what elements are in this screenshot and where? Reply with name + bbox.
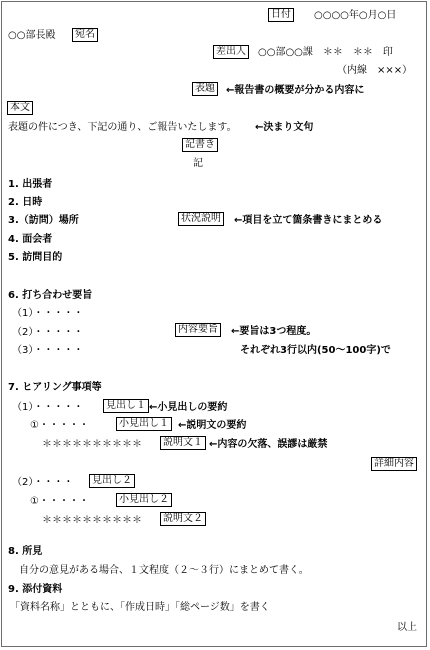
item-7-sub-2-1: ①・・・・・ <box>30 496 89 507</box>
situation-tag: 状況説明 <box>178 212 224 226</box>
body-text: 表題の件につき、下記の通り、ご報告いたします。 <box>8 122 237 133</box>
addressee: ○○部長殿 <box>8 30 56 41</box>
item-5: 5. 訪問目的 <box>8 252 63 263</box>
item-9: 9. 添付資料 <box>8 584 63 595</box>
body-tag: 本文 <box>7 101 33 115</box>
item-7-sub-1-1: ①・・・・・ <box>30 420 89 431</box>
item-7: 7. ヒアリング事項等 <box>8 382 102 393</box>
situation-note: ←項目を立て箇条書きにまとめる <box>234 215 383 226</box>
item-6-sub-3: （3）・・・・・ <box>12 345 84 356</box>
item-7-sub-2: （2）・・・・ <box>12 477 74 488</box>
date-value: ○○○○年○月○日 <box>314 10 397 21</box>
summary-note-1: ←要旨は3つ程度。 <box>231 326 317 337</box>
item-7-sub-1: （1）・・・・・ <box>12 402 84 413</box>
subheading-1-tag: 小見出し１ <box>116 417 172 431</box>
item-4: 4. 面会者 <box>8 234 53 245</box>
stars-1: ＊＊＊＊＊＊＊＊＊＊ <box>42 439 142 450</box>
subheading-2-tag: 小見出し２ <box>116 493 172 507</box>
sender-tag: 差出人 <box>213 45 249 59</box>
kigaki-tag: 記書き <box>182 138 218 152</box>
heading-note: ←小見出しの要約 <box>149 402 228 413</box>
heading-1-tag: 見出し１ <box>103 399 149 413</box>
closing: 以上 <box>397 622 417 633</box>
stars-2: ＊＊＊＊＊＊＊＊＊＊ <box>42 515 142 526</box>
item-3: 3.（訪問）場所 <box>8 215 79 226</box>
detail-tag: 詳細内容 <box>371 457 417 471</box>
explain-note: ←内容の欠落、誤謬は厳禁 <box>209 439 328 450</box>
item-8: 8. 所見 <box>8 546 43 557</box>
body-note: ←決まり文句 <box>255 122 314 133</box>
explain-1-tag: 説明文１ <box>160 436 206 450</box>
item-6: 6. 打ち合わせ要旨 <box>8 290 93 301</box>
explain-2-tag: 説明文２ <box>160 512 206 526</box>
summary-note-2: それぞれ3行以内(50～100字)で <box>240 345 391 356</box>
summary-tag: 内容要旨 <box>175 323 221 337</box>
item-6-sub-1: （1）・・・・・ <box>12 308 84 319</box>
heading-2-tag: 見出し２ <box>89 474 135 488</box>
subheading-note: ←説明文の要約 <box>178 420 247 431</box>
extension: （内線 ×××） <box>337 65 413 76</box>
item-9-text: 「資料名称」とともに、「作成日時」「総ページ数」を書く <box>10 602 270 613</box>
addressee-tag: 宛名 <box>72 28 98 42</box>
title-tag: 表題 <box>192 82 218 96</box>
item-1: 1. 出張者 <box>8 179 53 190</box>
item-8-text: 自分の意見がある場合、１文程度（２～３行）にまとめて書く。 <box>19 565 309 576</box>
item-6-sub-2: （2）・・・・・ <box>12 327 84 338</box>
kigaki: 記 <box>193 158 203 169</box>
title-note: ←報告書の概要が分かる内容に <box>226 85 365 96</box>
date-tag: 日付 <box>268 8 294 22</box>
item-2: 2. 日時 <box>8 197 43 208</box>
sender-value: ○○部○○課 ＊＊ ＊＊ 印 <box>258 47 393 58</box>
